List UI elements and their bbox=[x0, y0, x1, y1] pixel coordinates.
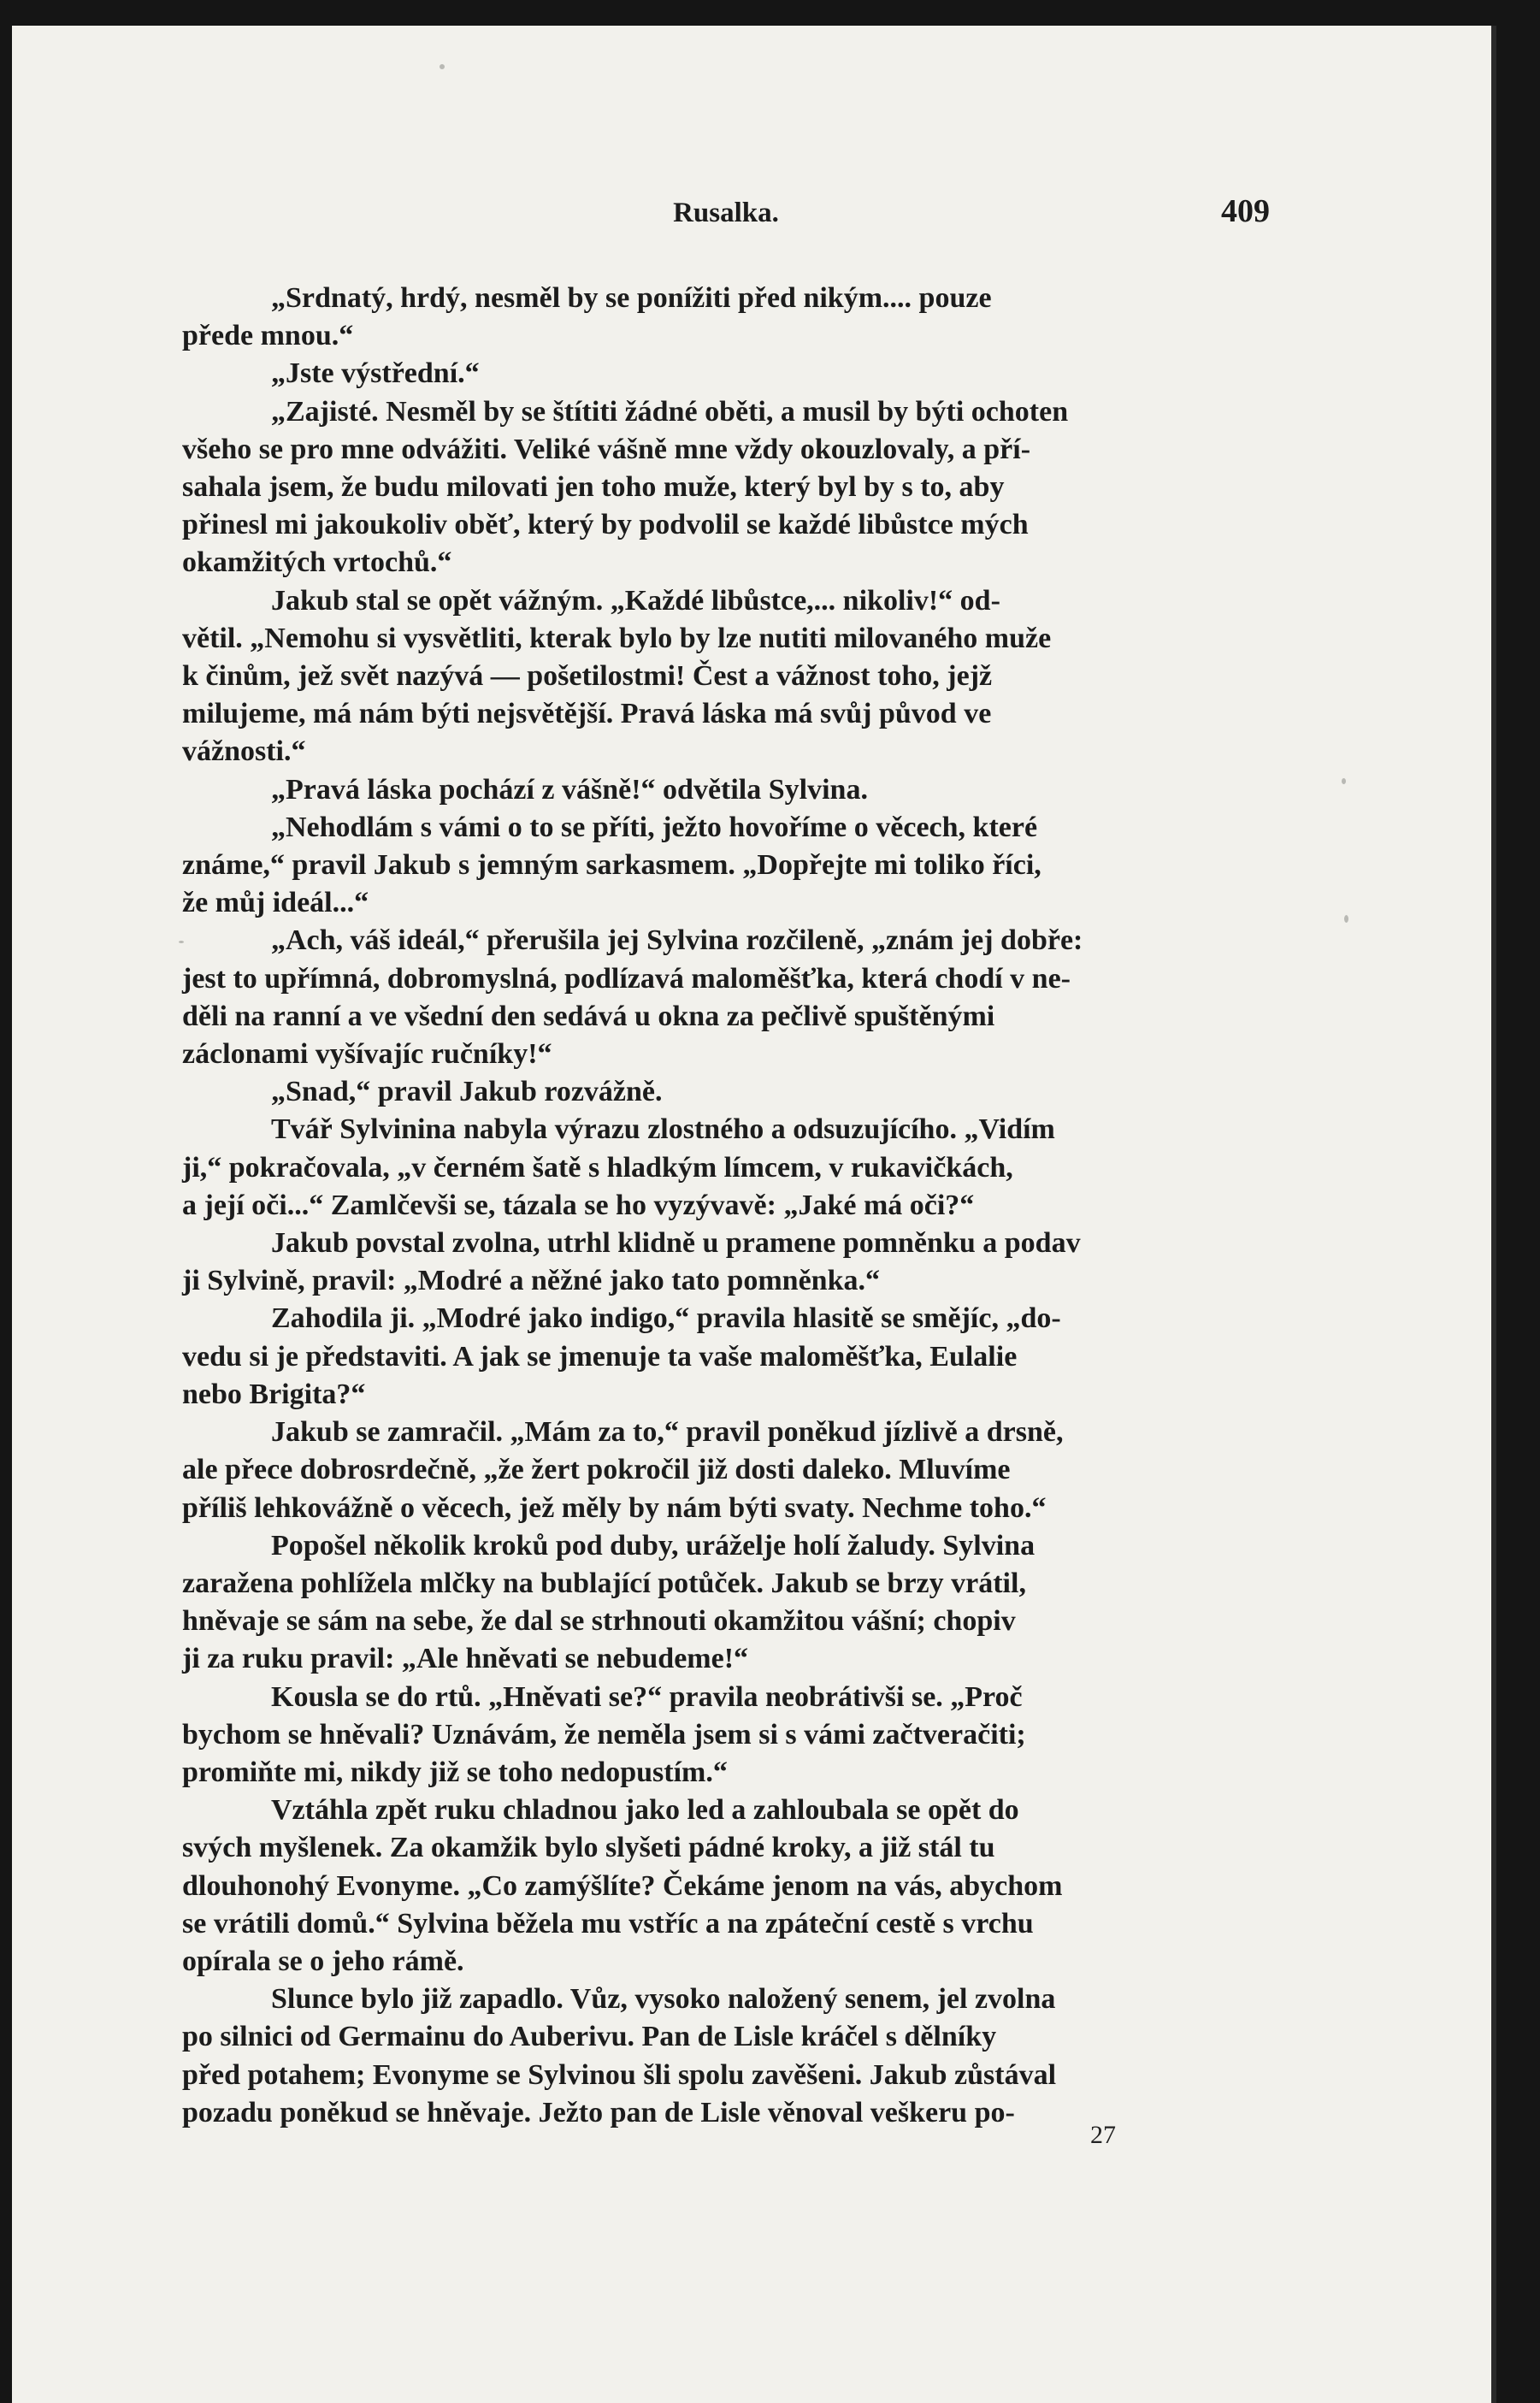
text-line: před potahem; Evonyme se Sylvinou šli spolu zavěšeni. Jakub zůstával bbox=[182, 2058, 1057, 2091]
text-line: milujeme, má nám býti nejsvětější. Pravá láska má svůj původ ve bbox=[182, 698, 992, 730]
speck bbox=[440, 64, 445, 69]
body-text bbox=[182, 280, 1270, 2132]
text-line: „Zajisté. Nesměl by se štítiti žádné oběti, a musil by býti ochoten bbox=[271, 395, 1069, 428]
text-line: vedu si je představiti. A jak se jmenuje ta vaše maloměšťka, Eulalie bbox=[182, 1340, 1018, 1373]
paragraph bbox=[182, 1414, 1270, 1527]
paragraph bbox=[182, 1073, 1270, 1111]
speck bbox=[1344, 915, 1348, 923]
text-line: že můj ideál...“ bbox=[182, 887, 369, 919]
text-line: k činům, jež svět nazývá — pošetilostmi! Čest a vážnost toho, jejž bbox=[182, 660, 993, 693]
text-line: Popošel několik kroků pod duby, uráželje holí žaludy. Sylvina bbox=[271, 1529, 1036, 1562]
paragraph bbox=[182, 1981, 1270, 2132]
text-line: opírala se o jeho rámě. bbox=[182, 1945, 464, 1977]
text-line: ale přece dobrosrdečně, „že žert pokročil již dosti daleko. Mluvíme bbox=[182, 1454, 1011, 1486]
text-line: přede mnou.“ bbox=[182, 320, 354, 352]
paragraph bbox=[182, 1792, 1270, 1981]
text-line: hněvaje se sám na sebe, že dal se strhnouti okamžitou vášní; chopiv bbox=[182, 1605, 1016, 1638]
text-line: přinesl mi jakoukoliv oběť, který by podvolil se každé libůstce mých bbox=[182, 509, 1029, 541]
text-line: „Pravá láska pochází z vášně!“ odvětila Sylvina. bbox=[271, 773, 868, 806]
paragraph bbox=[182, 1300, 1270, 1414]
text-line: Slunce bylo již zapadlo. Vůz, vysoko naložený senem, jel zvolna bbox=[271, 1983, 1056, 2016]
text-line: „Ach, váš ideál,“ přerušila jej Sylvina rozčileně, „znám jej dobře: bbox=[271, 924, 1083, 957]
text-line: „Srdnatý, hrdý, nesměl by se ponížiti před nikým.... pouze bbox=[271, 282, 992, 314]
text-line: svých myšlenek. Za okamžik bylo slyšeti pádné kroky, a již stál tu bbox=[182, 1832, 995, 1864]
paragraph bbox=[182, 355, 1270, 393]
text-line: záclonami vyšívajíc ručníky!“ bbox=[182, 1038, 552, 1071]
text-line: pozadu poněkud se hněvaje. Ježto pan de Lisle věnoval veškeru po- bbox=[182, 2096, 1015, 2128]
page-header bbox=[182, 192, 1270, 244]
text-line: Jakub povstal zvolna, utrhl klidně u pramene pomněnku a podav bbox=[271, 1227, 1081, 1260]
paragraph bbox=[182, 922, 1270, 1073]
paragraph bbox=[182, 809, 1270, 923]
text-line: po silnici od Germainu do Auberivu. Pan de Lisle kráčel s dělníky bbox=[182, 2021, 997, 2053]
speck bbox=[1342, 778, 1346, 784]
text-line: větil. „Nemohu si vysvětliti, kterak bylo by lze nutiti milovaného muže bbox=[182, 622, 1052, 654]
text-line: jest to upřímná, dobromyslná, podlízavá maloměšťka, která chodí v ne- bbox=[182, 962, 1071, 995]
text-line: okamžitých vrtochů.“ bbox=[182, 546, 452, 579]
text-line: „Snad,“ pravil Jakub rozvážně. bbox=[271, 1076, 663, 1108]
paragraph bbox=[182, 771, 1270, 809]
text-line: Zahodila ji. „Modré jako indigo,“ pravila hlasitě se smějíc, „do- bbox=[271, 1302, 1061, 1335]
text-line: „Jste výstřední.“ bbox=[271, 357, 480, 390]
text-line: promiňte mi, nikdy již se toho nedopustím.“ bbox=[182, 1756, 728, 1788]
paragraph bbox=[182, 1225, 1270, 1300]
paragraph bbox=[182, 393, 1270, 582]
text-line: příliš lehkovážně o věcech, jež měly by nám býti svaty. Nechme toho.“ bbox=[182, 1491, 1047, 1524]
text-line: dlouhonohý Evonyme. „Co zamýšlíte? Čekáme jenom na vás, abychom bbox=[182, 1869, 1063, 1902]
text-line: všeho se pro mne odvážiti. Veliké vášně mne vždy okouzlovaly, a pří- bbox=[182, 433, 1031, 465]
text-line: ji za ruku pravil: „Ale hněvati se nebudeme!“ bbox=[182, 1643, 749, 1675]
text-line: Kousla se do rtů. „Hněvati se?“ pravila neobrátivši se. „Proč bbox=[271, 1680, 1023, 1713]
page-number: 409 bbox=[1221, 193, 1270, 229]
signature-mark: 27 bbox=[1090, 2121, 1116, 2149]
text-line: bychom se hněvali? Uznávám, že neměla jsem si s vámi začtveračiti; bbox=[182, 1718, 1026, 1751]
text-line: Vztáhla zpět ruku chladnou jako led a zahloubala se opět do bbox=[271, 1794, 1019, 1827]
text-line: Jakub stal se opět vážným. „Každé libůstce,... nikoliv!“ od- bbox=[271, 584, 1000, 617]
text-line: „Nehodlám s vámi o to se příti, ježto hovoříme o věcech, které bbox=[271, 811, 1038, 843]
text-line: děli na ranní a ve všední den sedává u okna za pečlivě spuštěnými bbox=[182, 1000, 995, 1032]
paragraph bbox=[182, 1527, 1270, 1679]
text-line: a její oči...“ Zamlčevši se, tázala se ho vyzývavě: „Jaké má oči?“ bbox=[182, 1189, 975, 1221]
text-line: vážnosti.“ bbox=[182, 735, 306, 768]
text-line: nebo Brigita?“ bbox=[182, 1378, 366, 1410]
text-line: Tvář Sylvinina nabyla výrazu zlostného a odsuzujícího. „Vidím bbox=[271, 1113, 1055, 1146]
paragraph bbox=[182, 280, 1270, 355]
text-line: ji Sylvině, pravil: „Modré a něžné jako tato pomněnka.“ bbox=[182, 1265, 880, 1297]
text-line: ji,“ pokračovala, „v černém šatě s hladkým límcem, v rukavičkách, bbox=[182, 1151, 1013, 1184]
running-title: Rusalka. bbox=[673, 198, 779, 228]
paragraph bbox=[182, 1111, 1270, 1225]
text-line: Jakub se zamračil. „Mám za to,“ pravil poněkud jízlivě a drsně, bbox=[271, 1416, 1064, 1449]
text-line: sahala jsem, že budu milovati jen toho muže, který byl by s to, aby bbox=[182, 471, 1005, 504]
text-line: známe,“ pravil Jakub s jemným sarkasmem. „Dopřejte mi toliko říci, bbox=[182, 849, 1041, 882]
text-line: zaražena pohlížela mlčky na bublající potůček. Jakub se brzy vrátil, bbox=[182, 1567, 1026, 1599]
paragraph bbox=[182, 1679, 1270, 1792]
text-line: se vrátili domů.“ Sylvina běžela mu vstříc a na zpáteční cestě s vrchu bbox=[182, 1907, 1034, 1940]
paragraph bbox=[182, 582, 1270, 771]
